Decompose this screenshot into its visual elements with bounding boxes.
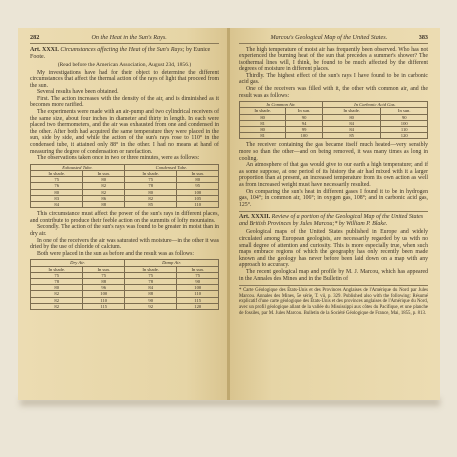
table-cell: 100 — [381, 120, 428, 126]
paragraph: The high temperature of moist air has frequently been observed. Who has not experienced the burning heat of the sun that precedes a summer's shower? The isothermal lines will, I think, be found to be much affected by the different degrees of moisture in different places. — [239, 46, 428, 73]
table-cell: 120 — [177, 303, 219, 309]
table-cell: 100 — [177, 189, 219, 195]
table-cell: 80 — [177, 177, 219, 183]
table-header: In sun. — [177, 171, 219, 177]
table-cell: 80 — [240, 114, 286, 120]
table-cell: 75 — [83, 272, 125, 278]
table-header: In shade. — [124, 266, 176, 272]
table-group-header: Dry Air. — [31, 260, 125, 266]
table-group-header: In Common Air. — [240, 102, 323, 108]
table-header: In shade. — [124, 171, 176, 177]
table-cell: 80 — [83, 177, 125, 183]
paragraph: Several results have been obtained. — [37, 89, 119, 96]
open-book — [18, 28, 440, 400]
table-cell: 84 — [124, 285, 176, 291]
table-cell: 92 — [124, 303, 176, 309]
table-cell: 99 — [286, 127, 323, 133]
paragraph: In one of the receivers the air was saturated with moisture—in the other it was dried by the use of chloride of calcium. — [30, 237, 219, 251]
table-cell: 75 — [31, 272, 83, 278]
table-cell: 115 — [83, 303, 125, 309]
table-cell: 80 — [240, 127, 286, 133]
paragraph: One of the receivers was filled with it, the other with common air, and the result was as follows: — [239, 86, 428, 99]
article-title: Circumstances affecting the Heat of the Sun's Rays; — [60, 46, 185, 53]
footnote-divider — [239, 285, 428, 286]
table-cell: 76 — [31, 183, 83, 189]
table-cell: 82 — [31, 297, 83, 303]
page-number: 282 — [30, 34, 40, 41]
table-cell: 80 — [31, 189, 83, 195]
table-header: In sun. — [177, 266, 219, 272]
table-row — [240, 133, 428, 139]
right-paragraphs-3 — [239, 229, 428, 282]
table-cell: 75 — [31, 177, 83, 183]
table-cell: 82 — [31, 303, 83, 309]
table-row — [31, 303, 219, 309]
table-cell: 85 — [322, 133, 381, 139]
right-paragraphs-2 — [239, 142, 428, 208]
right-paragraphs — [239, 47, 428, 100]
table-cell: 82 — [31, 291, 83, 297]
read-note: (Read before the American Association, August 23d, 1856.) — [57, 61, 192, 68]
table-cell: 100 — [286, 133, 323, 139]
paragraph: Both were placed in the sun as before and the result was as follows: — [37, 250, 194, 257]
table-header: In sun. — [83, 171, 125, 177]
table-header: In shade. — [240, 108, 286, 114]
table-cell: 81 — [240, 133, 286, 139]
table-cell: 78 — [31, 279, 83, 285]
table-cell: 94 — [286, 120, 323, 126]
paragraph: The observations taken once in two or three minutes, were as follows: — [37, 155, 200, 162]
table-cell: 110 — [177, 202, 219, 208]
table-common-carbonic — [239, 101, 428, 139]
table-group-header: Condensed Tube. — [124, 164, 218, 170]
table-cell: 80 — [31, 285, 83, 291]
table-cell: 90 — [177, 279, 219, 285]
table-cell: 83 — [31, 195, 83, 201]
right-page — [230, 28, 440, 400]
table-cell: 78 — [124, 183, 176, 189]
table-cell: 90 — [124, 297, 176, 303]
table-cell: 110 — [83, 297, 125, 303]
paragraph: An atmosphere of that gas would give to our earth a high temperature; and if as some suppose, at one period of its history the air had mixed with it a larger proportion than at present, an increased temperature from its own action as well as from increased weight must have necessarily resulted. — [239, 162, 428, 189]
table-header: In sun. — [83, 266, 125, 272]
table-cell: 78 — [124, 279, 176, 285]
table-cell: 120 — [381, 133, 428, 139]
table-header: In sun. — [286, 108, 323, 114]
table-cell: 80 — [124, 189, 176, 195]
footnote: * Carte Géologique des États-Unis et des Provinces Anglaises de l'Amérique du Nord par Jules Marcou. Annales des Mines, 5e série, T. vii, p. 329. Published also with the following: Résumé explicatif d'une carte géologique des États-Unis et des provinces anglaises de l'Amérique du Nord, avec un profil géologique allant de la vallée du Mississippi aux côtes du Pacifique, et une planche de fossiles, par M. Jules Marcou. Bulletin de la Société Géologique de France, Mai, 1855, p. 813. — [239, 288, 429, 316]
running-title: On the Heat in the Sun's Rays. — [91, 34, 167, 41]
table-cell: 88 — [124, 291, 176, 297]
table-cell: 100 — [83, 291, 125, 297]
table-cell: 82 — [83, 183, 125, 189]
table-cell: 110 — [381, 127, 428, 133]
paragraph: The recent geological map and profile by M. J. Marcou, which has appeared in the Annales des Mines and in the Bulletin of — [239, 268, 428, 282]
table-dry-damp — [30, 259, 219, 310]
table-cell: 88 — [83, 279, 125, 285]
table-cell: 85 — [124, 202, 176, 208]
table-group-header: Exhausted Tube. — [31, 164, 125, 170]
table-cell: 75 — [177, 272, 219, 278]
running-title: Marcou's Geological Map of the United States. — [270, 34, 388, 41]
table-cell: 84 — [322, 120, 381, 126]
paragraph: Secondly. The action of the sun's rays was found to be greater in moist than in dry air. — [30, 224, 219, 238]
article-heading — [239, 214, 428, 228]
table-cell: 90 — [381, 114, 428, 120]
divider — [239, 211, 428, 212]
paragraph: My investigations have had for their object to determine the different circumstances that affect the thermal action of the rays of light that proceed from the sun. — [30, 69, 219, 89]
table-cell: 110 — [177, 291, 219, 297]
table-cell: 105 — [177, 195, 219, 201]
paragraph: The experiments were made with an air-pump and two cylindrical receivers of the same size, about four inches in diameter and thirty in length. In each were placed two thermometers, and the air was exhausted from one and condensed in the other. After both had acquired the same temperature they were placed in the sun, side by side, and while the action of the sun's rays rose to 110° in the condensed tube, it attained only 88° in the other. I had no means at hand of measuring the degree of condensation or rarefaction. — [30, 109, 219, 155]
paragraph: This circumstance must affect the power of the sun's rays in different places, and contribute to produce their feeble action on the summits of lofty mountains. — [30, 211, 219, 224]
table-cell: 82 — [124, 195, 176, 201]
article-title: Review of a portion of the Geological Map of the United States and British Provinces by Jules Marcou;* by William P. Blake. — [239, 214, 424, 228]
running-head — [30, 34, 219, 44]
paragraph: Thirdly. The highest effect of the sun's rays I have found to be in carbonic acid gas. — [239, 72, 428, 86]
left-paragraphs-2 — [30, 211, 219, 257]
article-number: Art. XXXII. — [239, 214, 271, 221]
article-heading — [30, 47, 219, 61]
paragraph: First. The action increases with the density of the air, and is diminished as it becomes more rarified. — [30, 95, 219, 109]
running-head — [239, 34, 428, 44]
table-header: In shade. — [31, 171, 83, 177]
table-header: In shade. — [31, 266, 83, 272]
article-number: Art. XXXI. — [30, 46, 59, 53]
left-page — [18, 28, 228, 400]
table-cell: 88 — [83, 202, 125, 208]
table-cell: 90 — [286, 114, 323, 120]
table-cell: 84 — [322, 127, 381, 133]
page-number: 383 — [418, 34, 428, 41]
table-group-header: Damp Air. — [124, 260, 218, 266]
table-cell: 75 — [124, 272, 176, 278]
left-paragraphs — [30, 70, 219, 162]
table-exhausted-condensed — [30, 164, 219, 208]
table-cell: 84 — [31, 202, 83, 208]
table-header: In sun. — [381, 108, 428, 114]
article-author: by Eunice Foote. — [30, 46, 211, 60]
table-group-header: In Carbonic Acid Gas. — [322, 102, 427, 108]
table-row — [31, 202, 219, 208]
table-cell: 96 — [83, 285, 125, 291]
table-header: In shade. — [322, 108, 381, 114]
paragraph: On comparing the sun's heat in different gases I found it to be in hydrogen gas, 104°; in common air, 106°; in oxygen gas, 108°; and in carbonic acid gas, 125°. — [239, 188, 428, 208]
paragraph: Geological maps of the United States published in Europe and widely circulated among European geologists, are necessarily regarded by us with no small degree of attention and curiosity. This is more especially true, when such maps embrace regions of which the geography has only recently been made known and the geology has never before been laid down on a map with any approach to accuracy. — [239, 229, 428, 269]
table-cell: 75 — [124, 177, 176, 183]
table-cell: 86 — [83, 195, 125, 201]
paragraph: The receiver containing the gas became itself much heated—very sensibly more so than the other—and on being removed, it was many times as long in cooling. — [239, 142, 428, 162]
table-cell: 115 — [177, 297, 219, 303]
table-cell: 100 — [177, 285, 219, 291]
table-cell: 82 — [83, 189, 125, 195]
table-cell: 95 — [177, 183, 219, 189]
table-cell: 81 — [240, 120, 286, 126]
table-cell: 80 — [322, 114, 381, 120]
